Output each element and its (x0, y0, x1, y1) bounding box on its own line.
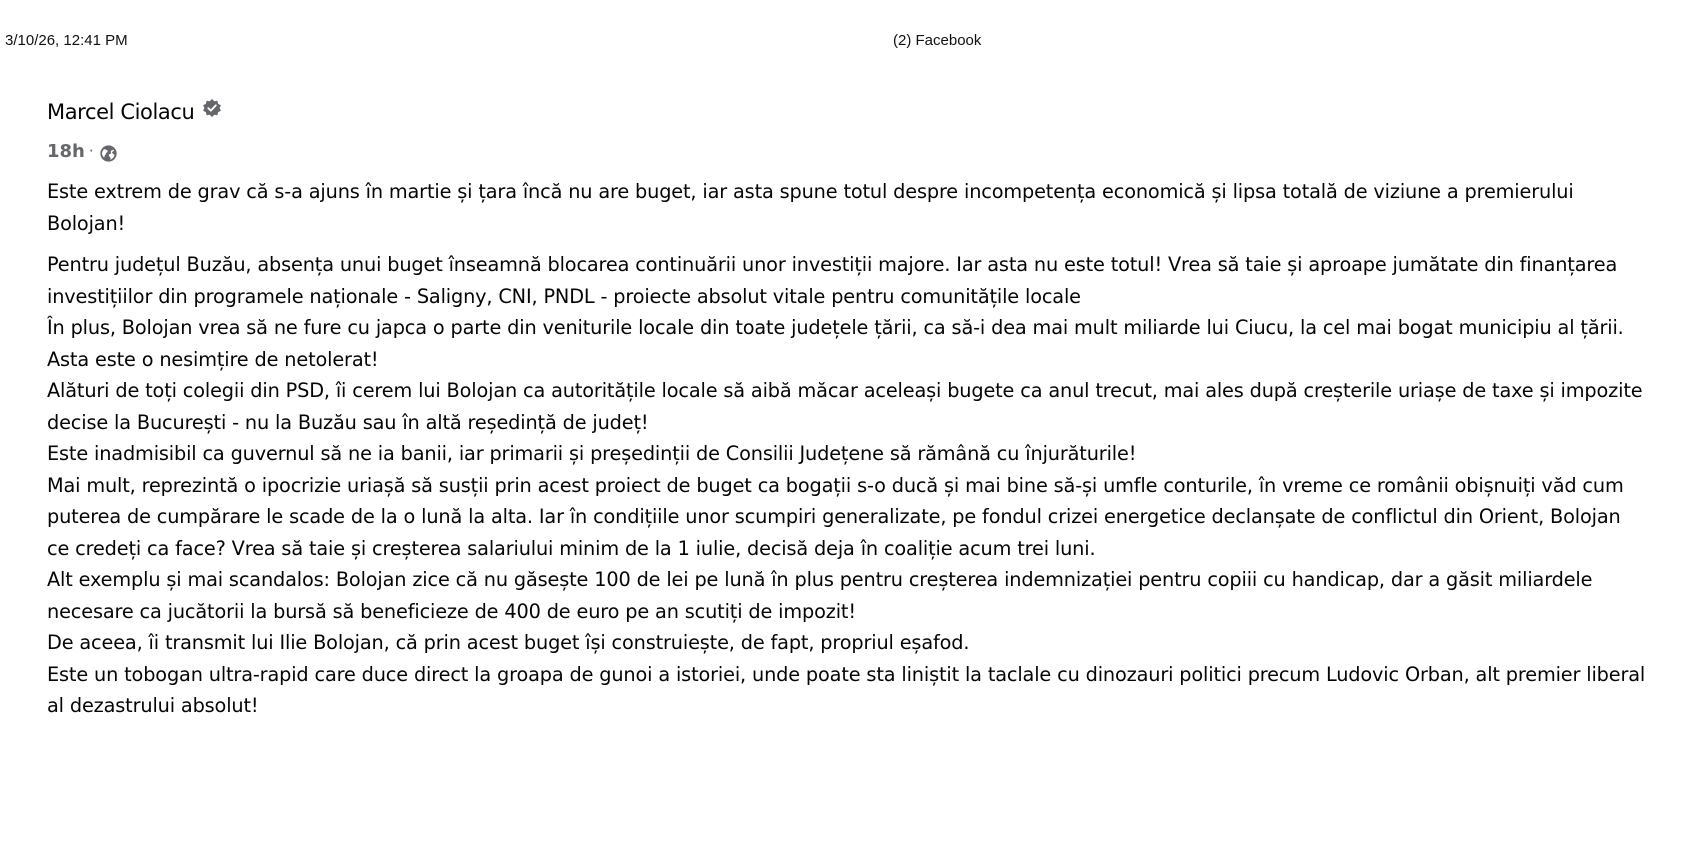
print-page-title: (2) Facebook (893, 32, 982, 49)
post-timestamp[interactable]: 18h (47, 140, 85, 162)
post-paragraph: Este extrem de grav că s-a ajuns în martie și țara încă nu are buget, iar asta spune totul despre incompetența economică și lipsa totală de viziune a premierului Bolojan! (47, 180, 1574, 235)
facebook-post (47, 92, 1647, 722)
print-datetime: 3/10/26, 12:41 PM (5, 32, 128, 49)
post-paragraph: În plus, Bolojan vrea să ne fure cu japca o parte din veniturile locale din toate județele țării, ca să-i dea mai mult miliarde lui Ciucu, la cel mai bogat municipiu al țării. Asta este o nesimțire de netolerat! (47, 316, 1624, 371)
globe-icon[interactable] (99, 144, 118, 163)
post-paragraph: Alături de toți colegii din PSD, îi cerem lui Bolojan ca autoritățile locale să aibă măcar aceleași bugete ca anul trecut, mai ales după creșterile uriașe de taxe și impozite decise la București - nu la Buzău sau în altă reședință de județ! (47, 379, 1643, 434)
post-paragraph: Alt exemplu și mai scandalos: Bolojan zice că nu găsește 100 de lei pe lună în plus pentru creșterea indemnizației pentru copiii cu handicap, dar a găsit miliardele necesare ca jucătorii la bursă să beneficieze de 400 de euro pe an scutiți de impozit! (47, 568, 1593, 623)
post-body (47, 176, 1647, 722)
post-author-row (47, 92, 1647, 128)
post-paragraph: Este inadmisibil ca guvernul să ne ia banii, iar primarii și președinții de Consilii Județene să rămână cu înjurăturile! (47, 442, 1137, 465)
post-paragraph: Este un tobogan ultra-rapid care duce direct la groapa de gunoi a istoriei, unde poate sta liniștit la taclale cu dinozauri politici precum Ludovic Orban, alt premier liberal al dezastrului absolut! (47, 662, 1646, 717)
meta-separator: · (88, 142, 94, 160)
post-paragraph: De aceea, îi transmit lui Ilie Bolojan, că prin acest buget își construiește, de fapt, propriul eșafod. (47, 631, 970, 654)
print-header (5, 32, 1700, 52)
post-paragraph: Mai mult, reprezintă o ipocrizie uriașă să susții prin acest proiect de buget ca bogații s-o ducă și mai bine să-și umfle conturile, în vreme ce românii obișnuiți văd cum puterea de cumpărare le scade de la o lună la alta. Iar în condițiile unor scumpiri generalizate, pe fondul crizei energetice declanșate de conflictul din Orient, Bolojan ce credeți ca face? Vrea să taie și creșterea salariului minim de la 1 iulie, decisă deja în coaliție acum trei luni. (47, 473, 1624, 560)
verified-badge-icon (202, 98, 222, 118)
post-meta-row (47, 138, 1647, 164)
author-name[interactable]: Marcel Ciolacu (47, 100, 195, 124)
post-paragraph: Pentru județul Buzău, absența unui buget înseamnă blocarea continuării unor investiții majore. Iar asta nu este totul! Vrea să taie și aproape jumătate din finanțarea investițiilor din programele naționale - Saligny, CNI, PNDL - proiecte absolut vitale pentru comunitățile locale (47, 253, 1618, 308)
